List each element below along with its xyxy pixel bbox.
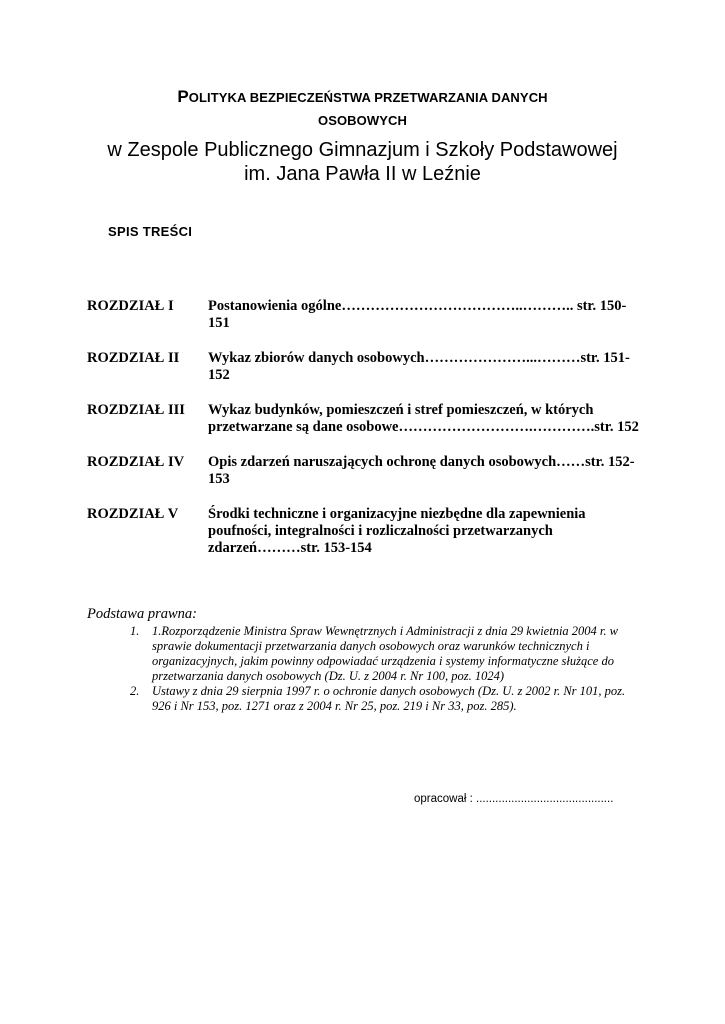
- legal-basis-list: [87, 624, 647, 714]
- toc-entry-chapter-5: [87, 506, 647, 557]
- subtitle-line-2: im. Jana Pawła II w Leźnie: [244, 163, 481, 185]
- toc-entry-chapter-4: [87, 454, 647, 488]
- prepared-by-signature-line: opracował : ...........................................: [414, 793, 614, 805]
- legal-basis-item: [87, 624, 647, 684]
- document-title: [90, 86, 635, 132]
- chapter-number: ROZDZIAŁ II: [87, 350, 180, 366]
- chapter-title: Postanowienia ogólne………………………………..……….. str. 150-151: [208, 298, 627, 331]
- chapter-title: Wykaz zbiorów danych osobowych…………………...………str. 151-152: [208, 350, 630, 383]
- subtitle-line-1: w Zespole Publicznego Gimnazjum i Szkoły Podstawowej: [107, 139, 618, 161]
- title-line-2: OSOBOWYCH: [317, 113, 407, 128]
- chapter-number: ROZDZIAŁ III: [87, 402, 185, 418]
- toc-entry-chapter-2: [87, 350, 647, 384]
- chapter-title: Środki techniczne i organizacyjne niezbędne dla zapewnienia poufności, integralności i rozliczalności przetwarzanych zdarzeń………str. 153-154: [208, 506, 586, 556]
- chapter-title: Opis zdarzeń naruszających ochronę danych osobowych……str. 152-153: [208, 454, 635, 487]
- chapter-number: ROZDZIAŁ I: [87, 298, 174, 314]
- table-of-contents: [87, 298, 647, 557]
- toc-entry-chapter-1: [87, 298, 647, 332]
- chapter-title: Wykaz budynków, pomieszczeń i stref pomieszczeń, w których przetwarzane są dane osobowe……………………….………….str. 152: [208, 402, 639, 435]
- title-initial: P: [177, 87, 189, 106]
- legal-basis-section: [87, 606, 647, 714]
- legal-item-text: 1.Rozporządzenie Ministra Spraw Wewnętrznych i Administracji z dnia 29 kwietnia 2004 r. w sprawie dokumentacji przetwarzania danych osobowych oraz warunków technicznych i organizacyjnych, jakim powinny odpowiadać urządzenia i systemy informatyczne służące do przetwarzania danych osobowych (Dz. U. z 2004 r. Nr 100, poz. 1024): [152, 624, 618, 683]
- legal-basis-item: [87, 684, 647, 714]
- legal-basis-heading: Podstawa prawna:: [87, 606, 197, 622]
- chapter-number: ROZDZIAŁ IV: [87, 454, 185, 470]
- toc-heading: SPIS TREŚCI: [108, 224, 193, 239]
- toc-entry-chapter-3: [87, 402, 647, 436]
- legal-item-text: Ustawy z dnia 29 sierpnia 1997 r. o ochronie danych osobowych (Dz. U. z 2002 r. Nr 101, poz. 926 i Nr 153, poz. 1271 oraz z 2004 r. Nr 25, poz. 219 i Nr 33, poz. 285).: [152, 684, 626, 713]
- legal-item-number: 1.: [130, 624, 140, 638]
- chapter-number: ROZDZIAŁ V: [87, 506, 179, 522]
- document-title-block: [90, 86, 635, 186]
- title-line-1: OLITYKA BEZPIECZEŃSTWA PRZETWARZANIA DANYCH: [188, 90, 548, 105]
- document-subtitle: [90, 138, 635, 186]
- legal-item-number: 2.: [130, 684, 140, 698]
